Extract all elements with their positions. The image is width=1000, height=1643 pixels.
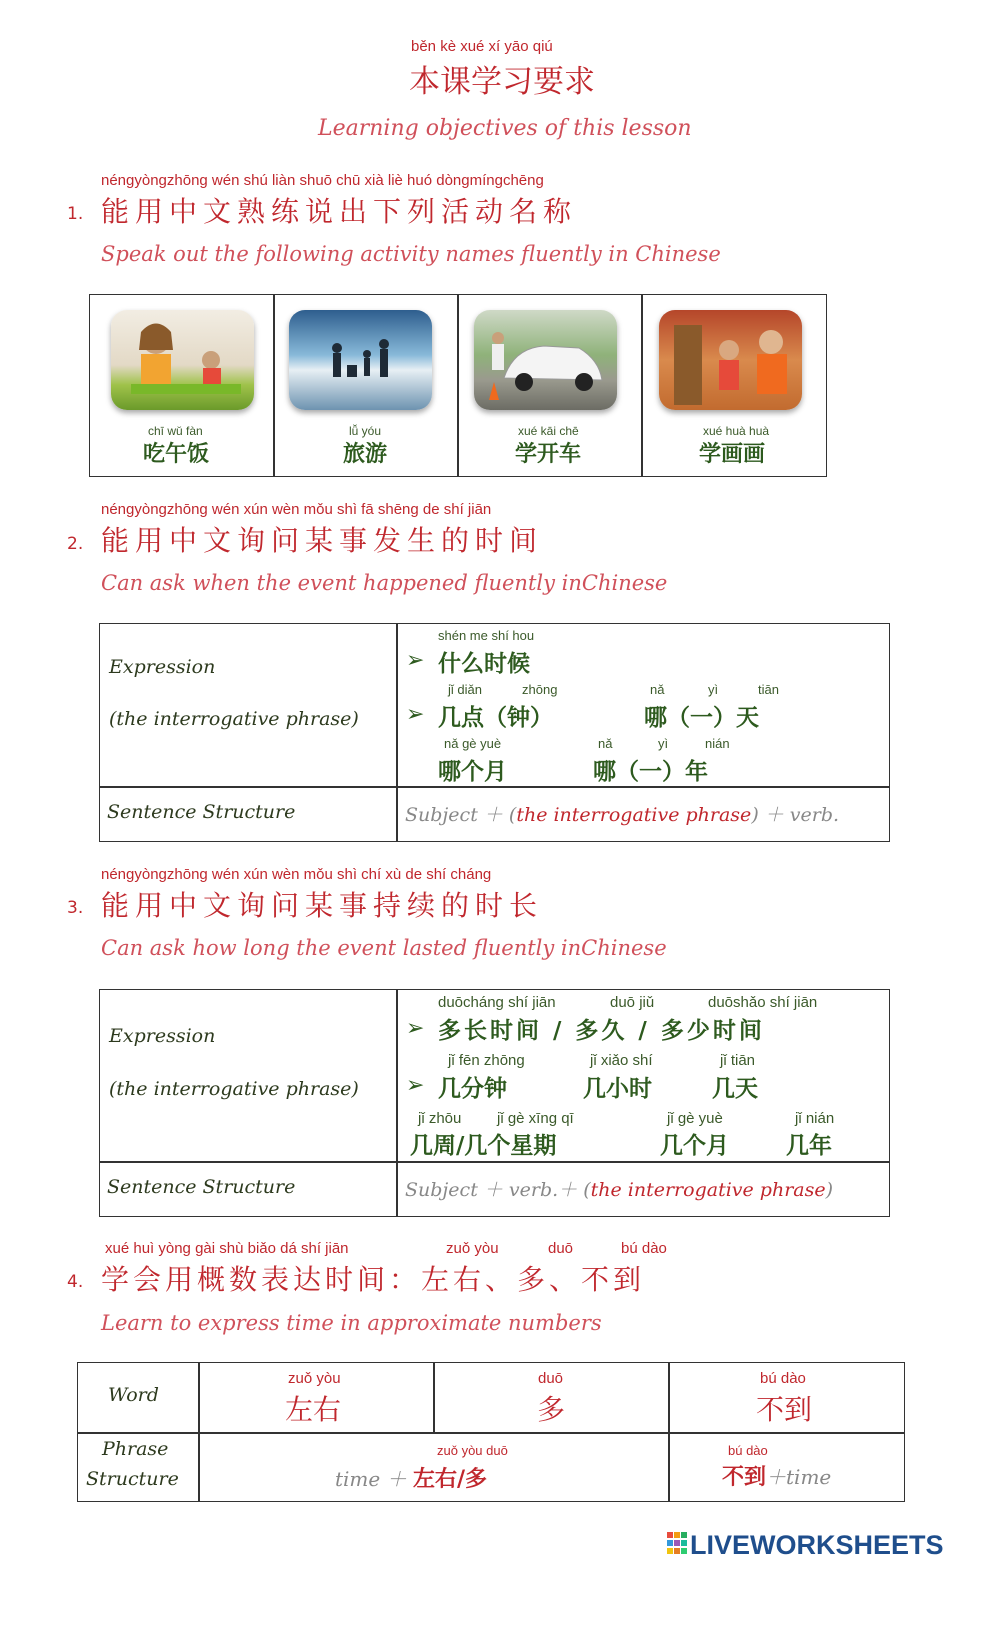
s2-p7: nǎ gè yuè — [444, 736, 502, 751]
s4-pinyin-2: zuǒ yòu — [446, 1240, 499, 1257]
s3-expr-sub: (the interrogative phrase) — [109, 1078, 359, 1100]
page-subtitle: Learning objectives of this lesson — [318, 116, 692, 141]
s4-pinyin-1: xué huì yòng gài shù biǎo dá shí jiān — [105, 1240, 349, 1257]
driving-image — [474, 310, 617, 410]
s1-english: Speak out the following activity names fluently in Chinese — [101, 242, 721, 266]
s4-phrase-label-1: Phrase — [102, 1438, 169, 1460]
s3-english: Can ask how long the event lasted fluently inChinese — [101, 936, 667, 960]
s4-number: 4. — [67, 1272, 84, 1292]
travel-image — [289, 310, 432, 410]
title-pinyin: běn kè xué xí yāo qiú — [411, 38, 553, 55]
s4-phrase-label-2: Structure — [86, 1468, 179, 1490]
s2-p10: nián — [705, 736, 730, 751]
s3-p5: jǐ xiǎo shí — [590, 1052, 653, 1069]
s4-w1-pinyin: zuǒ yòu — [288, 1370, 341, 1387]
s2-p4: nǎ — [650, 682, 665, 697]
bullet-arrow-icon: ➢ — [406, 648, 425, 673]
s3-struct-c: ) — [825, 1179, 834, 1201]
s2-p6: tiān — [758, 682, 779, 697]
s2-p3: zhōng — [522, 682, 558, 697]
activity-4-pinyin: xué huà huà — [703, 424, 770, 438]
s3-p9: jǐ gè yuè — [667, 1110, 723, 1127]
s3-h3a: 几周/几个星期 — [410, 1132, 557, 1159]
s3-p10: jǐ nián — [795, 1110, 835, 1127]
s3-expr-label: Expression — [109, 1025, 216, 1047]
s2-p1: shén me shí hou — [438, 628, 535, 643]
s4-w3: 不到 — [756, 1393, 813, 1426]
s3-structure — [405, 1175, 833, 1202]
activity-3-label: 学开车 — [515, 441, 582, 467]
activity-2-label: 旅游 — [343, 441, 388, 467]
s4-w2: 多 — [537, 1393, 566, 1426]
bullet-arrow-icon: ➢ — [406, 1073, 425, 1098]
s1-heading: 能用中文熟练说出下列活动名称 — [101, 195, 578, 228]
activity-4-label: 学画画 — [699, 441, 766, 467]
s3-struct-b: the interrogative phrase — [590, 1179, 826, 1201]
activity-3-pinyin: xué kāi chē — [518, 424, 579, 438]
s3-h2b: 几小时 — [583, 1075, 652, 1102]
s2-p5: yì — [708, 682, 719, 697]
s2-struct-label: Sentence Structure — [107, 801, 296, 823]
s2-expr-label-cell — [99, 623, 398, 788]
s2-h3: 哪（一）天 — [644, 704, 759, 731]
activity-2-pinyin: lǚ yóu — [349, 424, 382, 438]
s3-p6: jǐ tiān — [720, 1052, 756, 1069]
s2-struct-c: ) ＋ verb. — [751, 804, 840, 826]
s3-h3c: 几年 — [786, 1132, 832, 1159]
s3-number: 3. — [67, 898, 84, 918]
s2-p9: yì — [658, 736, 669, 751]
s3-pinyin: néngyòngzhōng wén xún wèn mǒu shì chí xù de shí cháng — [101, 866, 492, 883]
s3-p8: jǐ gè xīng qī — [497, 1110, 574, 1127]
s3-struct-label: Sentence Structure — [107, 1176, 296, 1198]
page-title: 本课学习要求 — [409, 64, 595, 100]
s4-ph2-b: ＋time — [766, 1465, 832, 1489]
s3-h2c: 几天 — [712, 1075, 758, 1102]
s2-p2: jǐ diǎn — [448, 682, 482, 697]
s4-pinyin-4: bú dào — [621, 1240, 667, 1257]
s2-pinyin: néngyòngzhōng wén xún wèn mǒu shì fā shēng de shí jiān — [101, 501, 492, 518]
s2-struct-a: Subject ＋ ( — [405, 804, 517, 826]
activity-1-pinyin: chī wǔ fàn — [148, 424, 203, 438]
s3-p3: duōshǎo shí jiān — [708, 994, 818, 1011]
s2-p8: nǎ — [598, 736, 613, 751]
s4-w1: 左右 — [285, 1393, 342, 1426]
liveworksheets-logo-icon — [667, 1532, 687, 1556]
s3-p4: jǐ fēn zhōng — [448, 1052, 525, 1069]
s3-p1: duōcháng shí jiān — [438, 994, 556, 1011]
brand-logo: LIVEWORKSHEETS — [690, 1530, 944, 1560]
s3-heading: 能用中文询问某事持续的时长 — [101, 889, 544, 922]
s3-p7: jǐ zhōu — [418, 1110, 462, 1127]
s2-heading: 能用中文询问某事发生的时间 — [101, 524, 544, 557]
s4-word-label: Word — [108, 1384, 159, 1406]
painting-image — [659, 310, 802, 410]
bullet-arrow-icon: ➢ — [406, 1016, 425, 1041]
s4-phrase-2 — [722, 1460, 831, 1491]
s2-h4: 哪个月 — [438, 758, 507, 785]
bullet-arrow-icon: ➢ — [406, 702, 425, 727]
s1-number: 1. — [67, 204, 84, 224]
s2-expr-sub: (the interrogative phrase) — [109, 708, 359, 730]
s3-expr-label-cell — [99, 989, 398, 1163]
s4-english: Learn to express time in approximate numbers — [101, 1311, 602, 1335]
s2-h2: 几点（钟） — [438, 704, 553, 731]
s4-ph1-pinyin: zuǒ yòu duō — [437, 1443, 508, 1458]
s2-english: Can ask when the event happened fluently inChinese — [101, 571, 668, 595]
s2-struct-b: the interrogative phrase — [516, 804, 752, 826]
s2-expr-label: Expression — [109, 656, 216, 678]
s3-h1: 多长时间 / 多久 / 多少时间 — [438, 1017, 765, 1044]
s1-pinyin: néngyòngzhōng wén shú liàn shuō chū xià liè huó dòngmíngchēng — [101, 172, 544, 189]
s4-ph2-a: 不到 — [722, 1464, 767, 1490]
s4-heading: 学会用概数表达时间：左右、多、不到 — [101, 1263, 646, 1296]
s3-struct-a: Subject ＋ verb.＋ ( — [405, 1179, 591, 1201]
lunch-image — [111, 310, 254, 410]
s4-ph2-pinyin: bú dào — [728, 1443, 768, 1458]
s4-ph1-a: time ＋ — [335, 1467, 413, 1491]
s4-phrase-1 — [335, 1462, 487, 1493]
s4-w3-pinyin: bú dào — [760, 1370, 806, 1387]
s3-h3b: 几个月 — [660, 1132, 729, 1159]
activity-1-label: 吃午饭 — [143, 441, 210, 467]
s3-h2a: 几分钟 — [438, 1075, 507, 1102]
s3-p2: duō jiǔ — [610, 994, 655, 1011]
s2-h1: 什么时候 — [438, 650, 530, 677]
s2-number: 2. — [67, 534, 84, 554]
s2-h5: 哪（一）年 — [593, 758, 708, 785]
s4-pinyin-3: duō — [548, 1240, 574, 1257]
s4-w2-pinyin: duō — [538, 1370, 564, 1387]
s4-ph1-b: 左右/多 — [412, 1466, 487, 1492]
s2-structure — [405, 800, 839, 827]
